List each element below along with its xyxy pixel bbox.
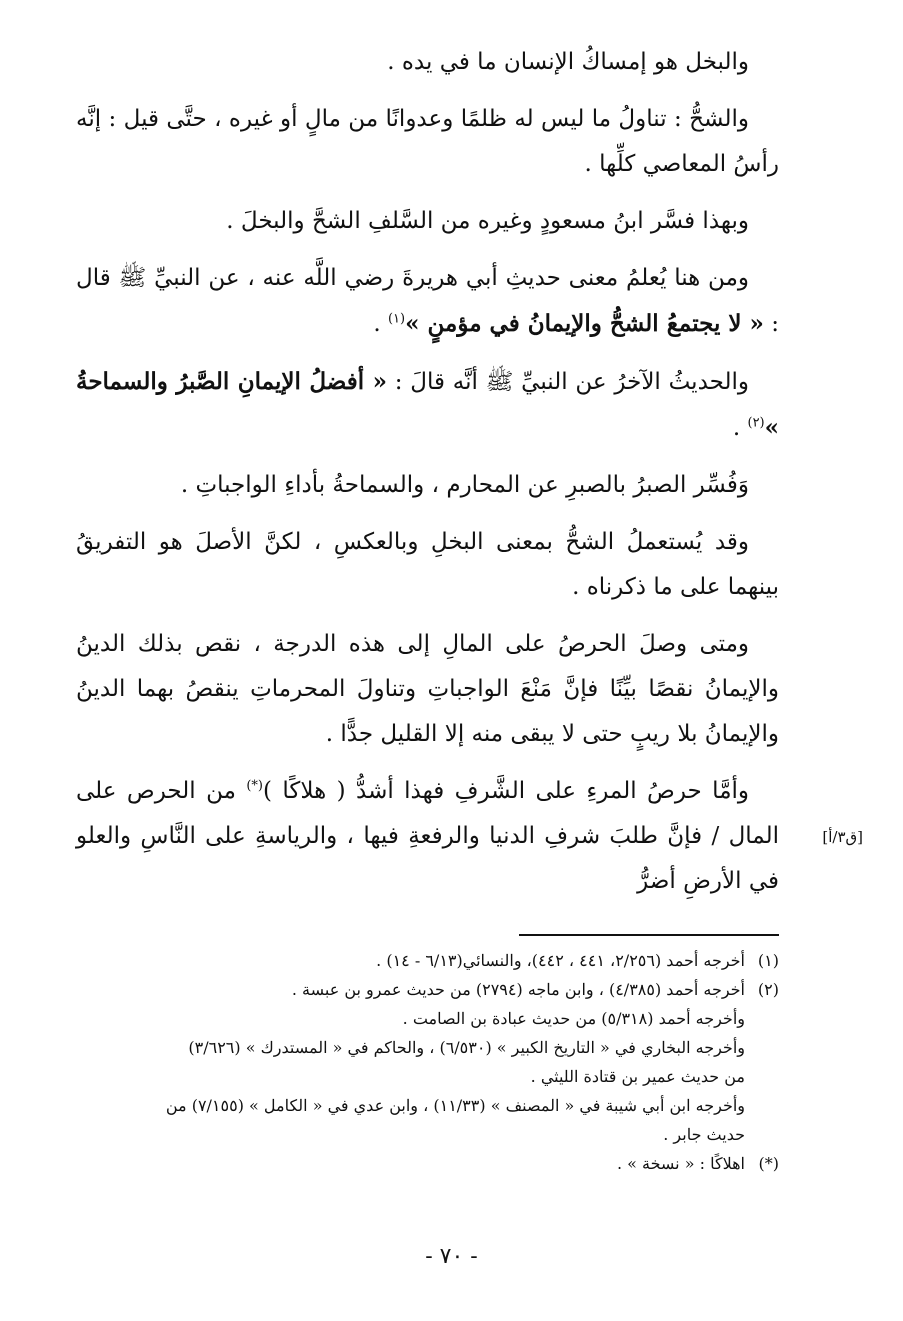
paragraph-4-text: ومن هنا يُعلمُ معنى حديثِ أبي هريرةَ رضي اللَّه عنه ، عن النبيِّ ﷺ قال : bbox=[76, 265, 779, 337]
footnote-2-line-3: وأخرجه البخاري في « التاريخ الكبير » (٦/٥٣٠) ، والحاكم في « المستدرك » (٣/٦٢٦) bbox=[188, 1038, 745, 1057]
footnote-star bbox=[76, 1149, 779, 1178]
footnote-2-line-4: من حديث عمير بن قتادة الليثي . bbox=[530, 1067, 745, 1086]
paragraph-7: وقد يُستعملُ الشحُّ بمعنى البخلِ وبالعكسِ ، لكنَّ الأصلَ هو التفريقُ بينهما على ما ذكرناه . bbox=[76, 529, 779, 600]
paragraph-9 bbox=[76, 769, 779, 904]
manuscript-folio-note: [ق٣/أ] bbox=[822, 828, 863, 846]
footnote-2-line-5: وأخرجه ابن أبي شيبة في « المصنف » (١١/٣٣) ، وابن عدي في « الكامل » (٧/١٥٥) من bbox=[165, 1096, 745, 1115]
paragraph-5-end: . bbox=[732, 415, 748, 441]
footnote-number: (*) bbox=[758, 1154, 779, 1173]
footnote-number: (٢) bbox=[757, 980, 779, 999]
paragraph-1: والبخل هو إمساكُ الإنسان ما في يده . bbox=[387, 49, 749, 75]
footnote-number: (١) bbox=[757, 951, 779, 970]
paragraph-5-text: والحديثُ الآخرُ عن النبيِّ ﷺ أنَّه قالَ : bbox=[394, 369, 750, 395]
footnote-text: أخرجه أحمد (٤/٣٨٥) ، وابن ماجه (٢٧٩٤) من حديث عمرو بن عبسة . bbox=[291, 980, 745, 999]
main-text bbox=[76, 40, 779, 916]
page-number: - ٧٠ - bbox=[425, 1244, 478, 1269]
hadith-quote-1: « لا يجتمعُ الشحُّ والإيمانُ في مؤمنٍ » bbox=[405, 310, 764, 337]
paragraph-5 bbox=[76, 359, 779, 451]
paragraph-6: وَفُسِّر الصبرُ بالصبرِ عن المحارم ، والسماحةُ بأداءِ الواجباتِ . bbox=[180, 472, 749, 498]
paragraph-4-end: . bbox=[373, 311, 388, 337]
paragraph-4 bbox=[76, 256, 779, 347]
footnote-text: أخرجه أحمد (٢/٢٥٦، ٤٤١ ، ٤٤٢)، والنسائي(٦/١٣ - ١٤) . bbox=[376, 951, 745, 970]
footnote-ref-2[interactable]: (٢) bbox=[747, 415, 765, 431]
footnotes bbox=[76, 946, 779, 1178]
paragraph-9-text-a: وأمَّا حرصُ المرءِ على الشَّرفِ فهذا أشدُّ ( هلاكًا ) bbox=[263, 778, 750, 804]
paragraph-3: وبهذا فسَّر ابنُ مسعودٍ وغيره من السَّلفِ الشحَّ والبخلَ . bbox=[226, 208, 749, 234]
hadith-quote-2: « أفضلُ الإيمانِ الصَّبرُ والسماحةُ » bbox=[76, 368, 779, 441]
paragraph-9-text-b: من الحرص على المال / فإنَّ طلبَ شرفِ الدنيا والرفعةِ فيها ، والرياسةِ على النَّاسِ والعلو في الأرضِ أضرُّ bbox=[76, 778, 779, 894]
footnote-divider bbox=[519, 934, 779, 936]
footnote-2-line-6: حديث جابر . bbox=[663, 1125, 745, 1144]
paragraph-8: ومتى وصلَ الحرصُ على المالِ إلى هذه الدرجة ، نقص بذلك الدينُ والإيمانُ نقصًا بيِّنًا فإنَّ مَنْعَ الواجباتِ وتناولَ المحرماتِ ينقصُ بهما الدينُ والإيمانُ بلا ريبٍ حتى لا يبقى منه إلا القليل جدًّا . bbox=[76, 631, 779, 747]
footnote-1 bbox=[76, 946, 779, 975]
footnote-ref-star[interactable]: (*) bbox=[246, 778, 263, 794]
footnote-ref-1[interactable]: (١) bbox=[387, 311, 406, 327]
footnote-2 bbox=[76, 975, 779, 1004]
footnote-2-line-2: وأخرجه أحمد (٥/٣١٨) من حديث عبادة بن الصامت . bbox=[402, 1009, 745, 1028]
footnote-text: اهلاكًا : « نسخة » . bbox=[616, 1154, 745, 1173]
paragraph-2: والشحُّ : تناولُ ما ليس له ظلمًا وعدوانًا من مالٍ أو غيره ، حتَّى قيل : إنَّه رأسُ المعاصي كلِّها . bbox=[76, 106, 779, 177]
